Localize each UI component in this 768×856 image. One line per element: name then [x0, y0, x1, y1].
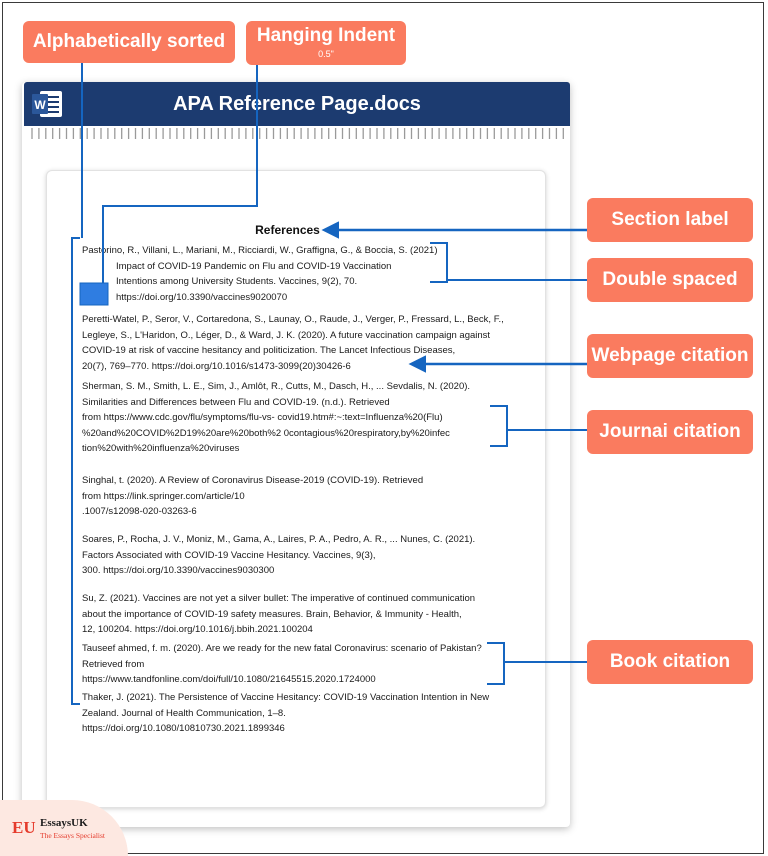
logo-name: EssaysUK [40, 817, 88, 829]
reference-line: Thaker, J. (2021). The Persistence of Vaccine Hesitancy: COVID-19 Vaccination Intention in New [82, 692, 490, 703]
hanging-indent-value: 0.5" [318, 49, 334, 59]
reference-line: https://doi.org/10.3390/vaccines9020070 [116, 291, 288, 303]
reference-line: Retrieved from [82, 658, 145, 670]
reference-line: Sherman, S. M., Smith, L. E., Sim, J., Amlôt, R., Cutts, M., Dasch, H., ... Sevdalis, N. (2020). [82, 381, 471, 392]
reference-line: https://doi.org/10.1080/10810730.2021.1899346 [82, 723, 285, 734]
reference-line: COVID-19 at risk of vaccine hesitancy and politicization. The Lancet Infectious Diseases, [82, 345, 456, 356]
double-spaced-callout: Double spaced [587, 258, 753, 302]
journal-citation-callout: Journai citation [587, 410, 753, 454]
hanging-indent-connector [103, 65, 257, 283]
logo-tagline: The Essays Specialist [40, 831, 105, 840]
svg-text:W: W [34, 98, 46, 112]
hanging-indent-label: Hanging Indent [256, 25, 396, 46]
alphabetically-sorted-callout: Alphabetically sorted [23, 21, 235, 63]
reference-line: https://www.tandfonline.com/doi/full/10.1080/21645515.2020.1724000 [82, 674, 376, 685]
reference-line: from https://www.cdc.gov/flu/symptoms/flu-vs- covid19.htm#:~:text=Influenza%20(Flu) [82, 412, 443, 423]
essaysuk-logo-mark [12, 818, 36, 838]
hanging-indent-marker [80, 283, 108, 305]
reference-line: Su, Z. (2021). Vaccines are not yet a silver bullet: The imperative of continued communication [82, 593, 476, 604]
reference-line: Peretti-Watel, P., Seror, V., Cortaredona, S., Launay, O., Raude, J., Verger, P., Fressard, L., Beck, F., [82, 314, 504, 325]
document-title: APA Reference Page.docs [173, 93, 421, 115]
logo-mark-text: EU [12, 818, 36, 837]
reference-line: 300. https://doi.org/10.3390/vaccines9030300 [82, 565, 275, 576]
reference-line: tion%20with%20influenza%20viruses [82, 443, 240, 454]
reference-line: Similarities and Differences between Flu and COVID-19. (n.d.). Retrieved [82, 396, 390, 408]
book-citation-bracket [487, 643, 587, 684]
reference-line: Pastorino, R., Villani, L., Mariani, M., Ricciardi, W., Graffigna, G., & Boccia, S. (2021) [82, 245, 438, 256]
reference-line: Soares, P., Rocha, J. V., Moniz, M., Gama, A., Laires, P. A., Pedro, A. R., ... Nunes, C. (2021). [82, 534, 476, 545]
reference-line: Zealand. Journal of Health Communication, 1–8. [82, 707, 286, 719]
reference-line: about the importance of COVID-19 safety measures. Brain, Behavior, & Immunity - Health, [82, 608, 462, 620]
section-label-callout: Section label [587, 198, 753, 242]
webpage-citation-callout: Webpage citation [587, 334, 753, 378]
reference-line: Tauseef ahmed, f. m. (2020). Are we ready for the new fatal Coronavirus: scenario of Pakistan? [82, 643, 482, 654]
double-spaced-bracket [430, 243, 587, 282]
book-citation-callout: Book citation [587, 640, 753, 684]
reference-line: Intentions among University Students. Vaccines, 9(2), 70. [116, 276, 358, 287]
reference-line: 12, 100204. https://doi.org/10.1016/j.bbih.2021.100204 [82, 624, 313, 635]
reference-line: Legleye, S., L'Haridon, O., Léger, D., & Ward, J. K. (2020). A future vaccination campaign against [82, 329, 491, 341]
reference-line: .1007/s12098-020-03263-6 [82, 506, 197, 517]
references-heading: References [255, 223, 320, 237]
reference-line: from https://link.springer.com/article/10 [82, 490, 245, 502]
reference-line: 20(7), 769–770. https://doi.org/10.1016/s1473-3099(20)30426-6 [82, 360, 351, 372]
reference-line: %20and%20COVID%2D19%20are%20both%2 0contagious%20respiratory,by%20infec [82, 427, 450, 439]
reference-line: Factors Associated with COVID-19 Vaccine Hesitancy. Vaccines, 9(3), [82, 549, 376, 561]
alphabetical-bracket [72, 63, 82, 704]
journal-citation-bracket [490, 406, 587, 446]
reference-line: Singhal, t. (2020). A Review of Coronavirus Disease-2019 (COVID-19). Retrieved [82, 475, 424, 486]
reference-line: Impact of COVID-19 Pandemic on Flu and COVID-19 Vaccination [116, 260, 392, 272]
